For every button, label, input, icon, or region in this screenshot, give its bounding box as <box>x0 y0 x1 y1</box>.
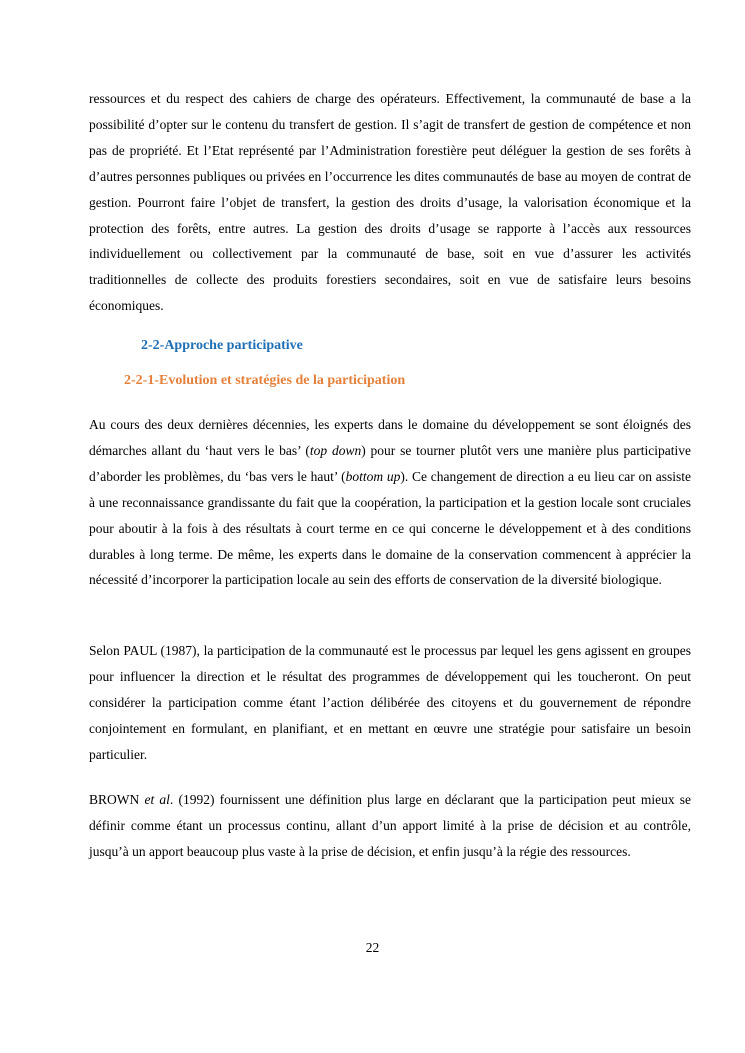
paragraph-text: ressources et du respect des cahiers de charge des opérateurs. Effectivement, la communauté de base a la possibilité d’opter sur le contenu du transfert de gestion. Il s’agit de transfert de gestion de compétence et non pas de propriété. Et l’Etat représenté par l’Administration forestière peut déléguer la gestion de ses forêts à d’autres personnes publiques ou privées en l’occurrence les dites communautés de base au moyen de contrat de gestion. Pourront faire l’objet de transfert, la gestion des droits d’usage, la valorisation économique et la protection des forêts, entre autres. La gestion des droits d’usage se rapporte à l’accès aux ressources individuellement ou collectivement par la communauté de base, soit en vue d’assurer les activités traditionnelles de collecte des produits forestiers secondaires, soit en vue de satisfaire leurs besoins économiques. <box>89 91 691 314</box>
italic-term-bottom-up: bottom up <box>345 468 401 484</box>
italic-term-top-down: top down <box>309 442 362 458</box>
paragraph-text-part: ). Ce changement de direction a eu lieu car on assiste à une reconnaissance grandissante du fait que la coopération, la participation et la gestion locale sont cruciales pour aboutir à la fois à des résultats à court terme en ce qui concerne le développement et à des conditions durables à long terme. De même, les experts dans le domaine de la conservation commencent à apprécier la nécessité d’incorporer la participation locale au sein des efforts de conservation de la diversité biologique. <box>89 468 691 588</box>
subsection-heading-evolution-strategies: 2-2-1-Evolution et stratégies de la participation <box>124 373 406 388</box>
paragraph-brown-1992 <box>89 787 691 865</box>
paragraph-text-part: ) pour se tourner plutôt vers une manière plus participative d’aborder les problèmes, du ‘bas vers le haut’ ( <box>89 442 691 484</box>
paragraph-text <box>89 412 691 593</box>
paragraph-text <box>89 787 691 865</box>
paragraph-text-part: . (1992) fournissent une définition plus large en déclarant que la participation peut mieux se définir comme étant un processus continu, allant d’un apport limité à la prise de décision et au contrôle, jusqu’à un apport beaucoup plus vaste à la prise de décision, et enfin jusqu’à la régie des ressources. <box>89 792 692 859</box>
paragraph-author: BROWN <box>89 792 145 807</box>
paragraph-text-part: Au cours des deux dernières décennies, les experts dans le domaine du développement se sont éloignés des démarches allant du ‘haut vers le bas’ ( <box>89 417 691 458</box>
paragraph-text: Selon PAUL (1987), la participation de la communauté est le processus par lequel les gens agissent en groupes pour influencer la direction et le résultat des programmes de développement qui les toucheront. On peut considérer la participation comme étant l’action délibérée des citoyens et du gouvernement de répondre conjointement en formulant, en planifiant, et en mettant en œuvre une stratégie pour satisfaire un besoin particulier. <box>89 643 691 762</box>
paragraph-paul-1987 <box>89 638 691 768</box>
paragraph-transfer-gestion <box>89 86 691 319</box>
section-heading-approche-participative: 2-2-Approche participative <box>141 338 303 353</box>
page-number: 22 <box>365 940 380 955</box>
italic-et-al: et al <box>144 792 170 807</box>
paragraph-evolution <box>89 412 691 593</box>
